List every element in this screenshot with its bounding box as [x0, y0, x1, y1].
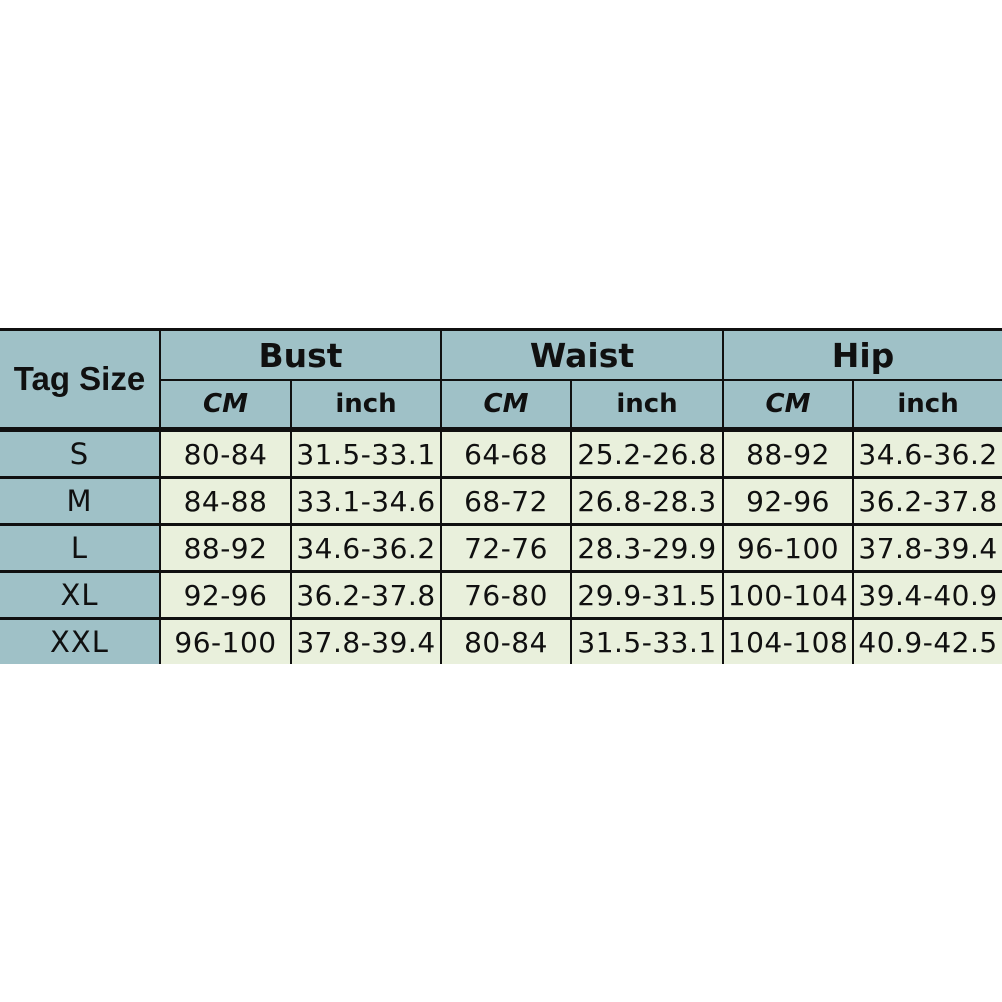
value-cell: 88-92: [723, 430, 853, 478]
table-row-l: [0, 525, 1002, 572]
subheader-waist-cm: CM: [441, 380, 571, 430]
value-cell: 37.8-39.4: [853, 525, 1002, 572]
value-cell: 34.6-36.2: [853, 430, 1002, 478]
value-cell: 88-92: [160, 525, 291, 572]
value-cell: 92-96: [160, 572, 291, 619]
corner-header-tag-size: Tag Size: [0, 330, 160, 430]
value-cell: 72-76: [441, 525, 571, 572]
value-cell: 29.9-31.5: [571, 572, 723, 619]
group-header-hip: Hip: [723, 330, 1002, 381]
value-cell: 36.2-37.8: [291, 572, 441, 619]
value-cell: 39.4-40.9: [853, 572, 1002, 619]
table-row-s: [0, 430, 1002, 478]
value-cell: 36.2-37.8: [853, 478, 1002, 525]
value-cell: 34.6-36.2: [291, 525, 441, 572]
group-header-bust: Bust: [160, 330, 441, 381]
size-label: M: [0, 478, 160, 525]
value-cell: 96-100: [723, 525, 853, 572]
table-row-m: [0, 478, 1002, 525]
value-cell: 80-84: [160, 430, 291, 478]
value-cell: 64-68: [441, 430, 571, 478]
group-header-waist: Waist: [441, 330, 723, 381]
value-cell: 100-104: [723, 572, 853, 619]
value-cell: 28.3-29.9: [571, 525, 723, 572]
table-row-xxl: [0, 619, 1002, 665]
value-cell: 76-80: [441, 572, 571, 619]
subheader-waist-inch: inch: [571, 380, 723, 430]
value-cell: 80-84: [441, 619, 571, 665]
value-cell: 31.5-33.1: [291, 430, 441, 478]
value-cell: 26.8-28.3: [571, 478, 723, 525]
group-header-row: [0, 330, 1002, 381]
size-label: XL: [0, 572, 160, 619]
value-cell: 68-72: [441, 478, 571, 525]
table-row-xl: [0, 572, 1002, 619]
size-label: XXL: [0, 619, 160, 665]
subheader-hip-inch: inch: [853, 380, 1002, 430]
value-cell: 25.2-26.8: [571, 430, 723, 478]
size-label: L: [0, 525, 160, 572]
subheader-bust-inch: inch: [291, 380, 441, 430]
value-cell: 31.5-33.1: [571, 619, 723, 665]
size-chart-table: [0, 328, 1002, 664]
value-cell: 96-100: [160, 619, 291, 665]
subheader-hip-cm: CM: [723, 380, 853, 430]
size-label: S: [0, 430, 160, 478]
value-cell: 33.1-34.6: [291, 478, 441, 525]
value-cell: 104-108: [723, 619, 853, 665]
value-cell: 84-88: [160, 478, 291, 525]
value-cell: 37.8-39.4: [291, 619, 441, 665]
value-cell: 40.9-42.5: [853, 619, 1002, 665]
value-cell: 92-96: [723, 478, 853, 525]
subheader-bust-cm: CM: [160, 380, 291, 430]
